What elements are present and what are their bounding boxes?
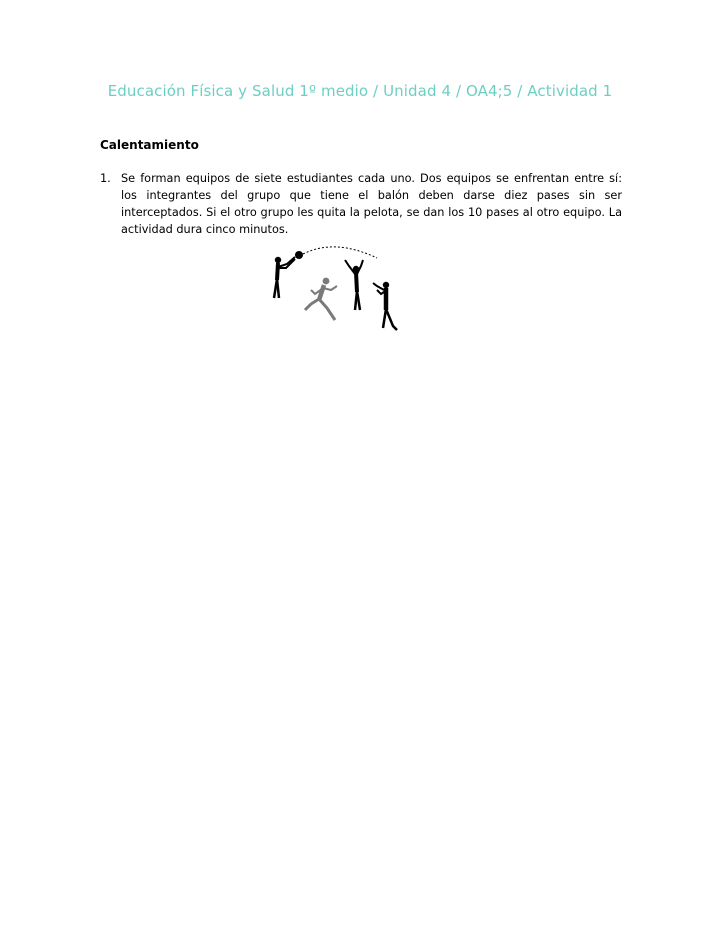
list-item [100, 170, 622, 238]
player-figure-runner [305, 278, 337, 320]
page-header: Educación Física y Salud 1º medio / Unidad 4 / OA4;5 / Actividad 1 [107, 82, 613, 100]
ball-trajectory [303, 247, 377, 258]
ball-icon [295, 251, 303, 259]
list-item-text: Se forman equipos de siete estudiantes cada uno. Dos equipos se enfrentan entre sí: los integrantes del grupo que tiene el balón deben darse diez pases sin ser interceptados. Si el otro grupo les quita la pelota, se dan los 10 pases al otro equipo. La actividad dura cinco minutos. [121, 172, 622, 236]
list-item-number: 1. [100, 172, 111, 185]
player-figure-right [373, 282, 397, 330]
player-figure-left [274, 257, 295, 298]
player-figure-middle [345, 260, 363, 310]
section-title: Calentamiento [100, 138, 199, 152]
players-passing-ball-icon [265, 240, 405, 336]
